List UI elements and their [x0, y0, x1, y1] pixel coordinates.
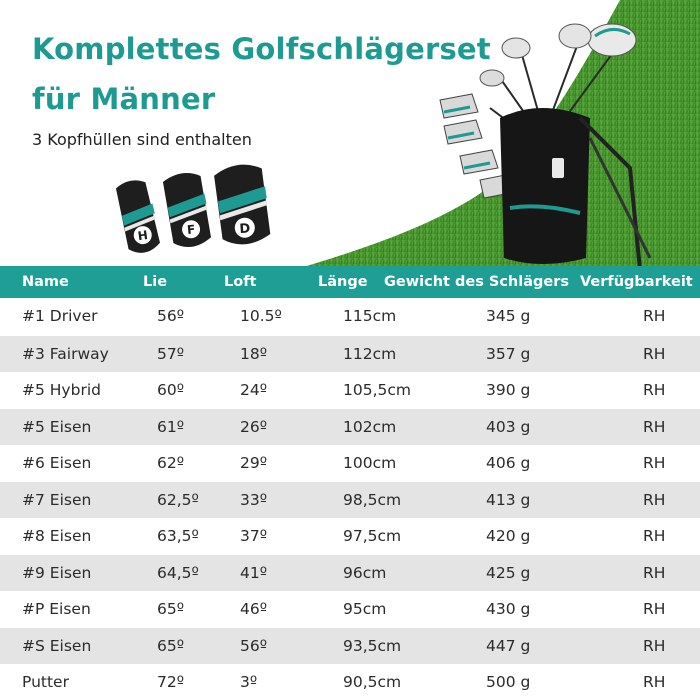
headcovers-image — [110, 158, 285, 258]
table-row — [0, 664, 700, 700]
title-line-1: Komplettes Golfschlägerset — [32, 32, 491, 66]
cell-weight: 430 g — [486, 600, 531, 618]
header-availability: Verfügbarkeit — [580, 274, 693, 290]
cell-loft: 10.5º — [240, 307, 282, 325]
cell-lie: 65º — [157, 600, 185, 618]
cell-length: 95cm — [343, 600, 387, 618]
table-row — [0, 409, 700, 445]
cover-letter-h: H — [136, 227, 149, 244]
cell-weight: 447 g — [486, 637, 531, 655]
cell-lie: 62º — [157, 454, 185, 472]
cell-name: #1 Driver — [22, 307, 98, 325]
cell-availability: RH — [643, 564, 666, 582]
cell-loft: 56º — [240, 637, 268, 655]
table-row — [0, 518, 700, 554]
header-lie: Lie — [143, 274, 168, 290]
hero-banner — [0, 0, 700, 268]
title-line-2: für Männer — [32, 82, 216, 116]
header-loft: Loft — [224, 274, 257, 290]
cell-lie: 62,5º — [157, 491, 199, 509]
club-spec-table — [0, 266, 700, 700]
cell-name: #5 Eisen — [22, 418, 92, 436]
subtitle: 3 Kopfhüllen sind enthalten — [32, 130, 252, 149]
headcover-hybrid — [115, 178, 161, 255]
cell-availability: RH — [643, 600, 666, 618]
cell-length: 100cm — [343, 454, 397, 472]
cell-weight: 406 g — [486, 454, 531, 472]
table-row — [0, 482, 700, 518]
cell-loft: 26º — [240, 418, 268, 436]
cell-lie: 56º — [157, 307, 185, 325]
cell-length: 93,5cm — [343, 637, 402, 655]
cell-length: 90,5cm — [343, 673, 402, 691]
cell-loft: 37º — [240, 527, 268, 545]
cell-weight: 425 g — [486, 564, 531, 582]
cell-name: Putter — [22, 673, 69, 691]
cell-lie: 60º — [157, 381, 185, 399]
cell-availability: RH — [643, 418, 666, 436]
golf-bag-image — [430, 8, 670, 268]
table-row — [0, 591, 700, 627]
driver-heads — [480, 24, 636, 86]
cell-lie: 64,5º — [157, 564, 199, 582]
table-row — [0, 372, 700, 408]
page-title — [32, 24, 491, 124]
cell-name: #7 Eisen — [22, 491, 92, 509]
cover-letter-f: F — [186, 222, 196, 238]
cell-name: #S Eisen — [22, 637, 92, 655]
cell-availability: RH — [643, 673, 666, 691]
cell-lie: 65º — [157, 637, 185, 655]
cell-name: #3 Fairway — [22, 345, 109, 363]
cell-availability: RH — [643, 527, 666, 545]
cell-weight: 413 g — [486, 491, 531, 509]
cell-length: 112cm — [343, 345, 397, 363]
cell-availability: RH — [643, 381, 666, 399]
cell-weight: 403 g — [486, 418, 531, 436]
cell-length: 98,5cm — [343, 491, 402, 509]
cell-lie: 72º — [157, 673, 185, 691]
cell-loft: 41º — [240, 564, 268, 582]
header-length: Länge — [318, 274, 368, 290]
table-row — [0, 336, 700, 372]
cover-letter-d: D — [239, 221, 251, 238]
cell-weight: 500 g — [486, 673, 531, 691]
cell-loft: 3º — [240, 673, 258, 691]
table-header — [0, 266, 700, 298]
table-row — [0, 445, 700, 481]
cell-weight: 345 g — [486, 307, 531, 325]
table-row — [0, 555, 700, 591]
cell-availability: RH — [643, 491, 666, 509]
cell-length: 97,5cm — [343, 527, 402, 545]
cell-lie: 61º — [157, 418, 185, 436]
cell-weight: 390 g — [486, 381, 531, 399]
cell-availability: RH — [643, 454, 666, 472]
table-row — [0, 298, 700, 334]
cell-name: #5 Hybrid — [22, 381, 101, 399]
cell-availability: RH — [643, 345, 666, 363]
cell-lie: 57º — [157, 345, 185, 363]
header-name: Name — [22, 274, 69, 290]
cell-loft: 18º — [240, 345, 268, 363]
cell-length: 102cm — [343, 418, 397, 436]
cell-availability: RH — [643, 637, 666, 655]
cell-length: 96cm — [343, 564, 387, 582]
cell-loft: 46º — [240, 600, 268, 618]
cell-weight: 420 g — [486, 527, 531, 545]
cell-availability: RH — [643, 307, 666, 325]
cell-loft: 29º — [240, 454, 268, 472]
header-weight: Gewicht des Schlägers — [384, 274, 570, 290]
cell-name: #6 Eisen — [22, 454, 92, 472]
cell-length: 105,5cm — [343, 381, 411, 399]
cell-name: #P Eisen — [22, 600, 91, 618]
cell-length: 115cm — [343, 307, 397, 325]
headcover-driver — [213, 163, 270, 246]
cell-loft: 24º — [240, 381, 268, 399]
cell-weight: 357 g — [486, 345, 531, 363]
cell-name: #8 Eisen — [22, 527, 92, 545]
headcover-fairway — [162, 171, 212, 249]
cell-loft: 33º — [240, 491, 268, 509]
cell-lie: 63,5º — [157, 527, 199, 545]
bag-body — [500, 108, 650, 268]
table-row — [0, 628, 700, 664]
cell-name: #9 Eisen — [22, 564, 92, 582]
